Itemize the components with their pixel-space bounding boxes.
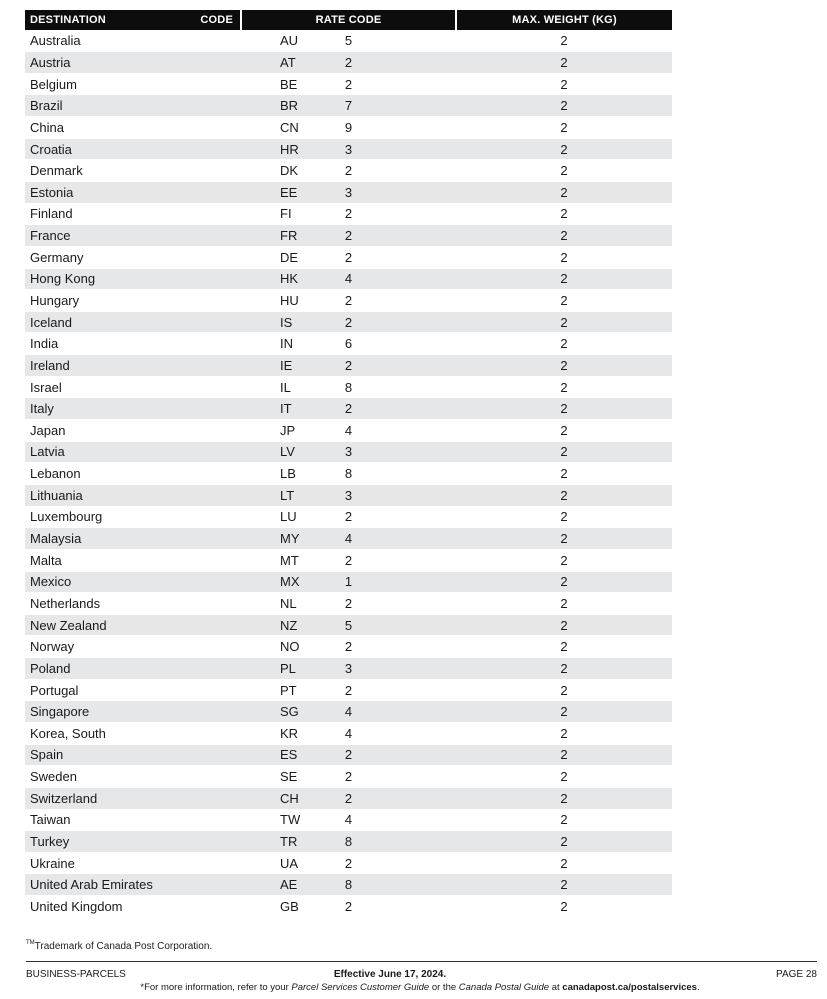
cell-code: ES	[170, 744, 241, 766]
cell-rate-code: 2	[241, 225, 456, 247]
table-row	[25, 160, 672, 182]
cell-destination: Spain	[25, 744, 170, 766]
table-row	[25, 73, 672, 95]
table-row	[25, 766, 672, 788]
cell-max-weight: 2	[456, 571, 672, 593]
header-code: CODE	[170, 10, 241, 30]
cell-max-weight: 2	[456, 484, 672, 506]
cell-code: UA	[170, 852, 241, 874]
cell-destination: Taiwan	[25, 809, 170, 831]
cell-rate-code: 4	[241, 268, 456, 290]
table-row	[25, 441, 672, 463]
cell-destination: Hungary	[25, 290, 170, 312]
table-row	[25, 398, 672, 420]
cell-max-weight: 2	[456, 160, 672, 182]
cell-destination: Poland	[25, 658, 170, 680]
cell-max-weight: 2	[456, 506, 672, 528]
table-row	[25, 420, 672, 442]
cell-rate-code: 8	[241, 874, 456, 896]
cell-destination: Croatia	[25, 138, 170, 160]
cell-max-weight: 2	[456, 225, 672, 247]
footer-effective-date: Effective June 17, 2024.	[333, 969, 447, 980]
cell-destination: Germany	[25, 246, 170, 268]
cell-rate-code: 2	[241, 203, 456, 225]
cell-rate-code: 2	[241, 160, 456, 182]
cell-code: PT	[170, 679, 241, 701]
cell-max-weight: 2	[456, 311, 672, 333]
cell-code: LU	[170, 506, 241, 528]
cell-max-weight: 2	[456, 441, 672, 463]
cell-code: TW	[170, 809, 241, 831]
cell-rate-code: 3	[241, 441, 456, 463]
cell-max-weight: 2	[456, 30, 672, 52]
cell-destination: Turkey	[25, 831, 170, 853]
cell-max-weight: 2	[456, 376, 672, 398]
cell-destination: Latvia	[25, 441, 170, 463]
note-at: at	[549, 982, 563, 993]
table-row	[25, 311, 672, 333]
cell-code: PL	[170, 658, 241, 680]
cell-destination: China	[25, 117, 170, 139]
cell-rate-code: 8	[241, 376, 456, 398]
note-or: or the	[429, 982, 459, 993]
rate-table	[25, 10, 672, 918]
table-row	[25, 376, 672, 398]
cell-code: HR	[170, 138, 241, 160]
table-row	[25, 181, 672, 203]
cell-destination: India	[25, 333, 170, 355]
cell-code: NZ	[170, 614, 241, 636]
table-row	[25, 658, 672, 680]
table-row	[25, 463, 672, 485]
cell-rate-code: 2	[241, 636, 456, 658]
cell-destination: Italy	[25, 398, 170, 420]
cell-destination: Lebanon	[25, 463, 170, 485]
cell-rate-code: 2	[241, 593, 456, 615]
cell-code: MY	[170, 528, 241, 550]
cell-destination: Malaysia	[25, 528, 170, 550]
trademark-note	[26, 941, 212, 952]
cell-rate-code: 2	[241, 744, 456, 766]
cell-code: MX	[170, 571, 241, 593]
cell-max-weight: 2	[456, 593, 672, 615]
cell-code: FR	[170, 225, 241, 247]
cell-rate-code: 3	[241, 138, 456, 160]
page-number: PAGE 28	[776, 969, 817, 980]
cell-destination: Singapore	[25, 701, 170, 723]
cell-max-weight: 2	[456, 723, 672, 745]
cell-destination: Ukraine	[25, 852, 170, 874]
cell-destination: Luxembourg	[25, 506, 170, 528]
cell-code: LB	[170, 463, 241, 485]
cell-destination: Lithuania	[25, 484, 170, 506]
cell-rate-code: 5	[241, 30, 456, 52]
cell-code: BR	[170, 95, 241, 117]
cell-max-weight: 2	[456, 117, 672, 139]
cell-rate-code: 2	[241, 679, 456, 701]
cell-code: JP	[170, 420, 241, 442]
header-max-weight: MAX. WEIGHT (KG)	[456, 10, 672, 30]
cell-code: IN	[170, 333, 241, 355]
cell-code: SE	[170, 766, 241, 788]
cell-destination: Austria	[25, 52, 170, 74]
cell-code: IE	[170, 355, 241, 377]
table-row	[25, 723, 672, 745]
cell-destination: Korea, South	[25, 723, 170, 745]
table-row	[25, 571, 672, 593]
table-row	[25, 528, 672, 550]
cell-rate-code: 9	[241, 117, 456, 139]
trademark-symbol: TM	[26, 940, 35, 946]
cell-code: IL	[170, 376, 241, 398]
cell-code: IT	[170, 398, 241, 420]
cell-destination: Malta	[25, 549, 170, 571]
cell-max-weight: 2	[456, 355, 672, 377]
cell-rate-code: 2	[241, 52, 456, 74]
cell-max-weight: 2	[456, 549, 672, 571]
cell-rate-code: 5	[241, 614, 456, 636]
cell-max-weight: 2	[456, 852, 672, 874]
cell-destination: France	[25, 225, 170, 247]
cell-max-weight: 2	[456, 809, 672, 831]
cell-destination: Japan	[25, 420, 170, 442]
cell-max-weight: 2	[456, 333, 672, 355]
cell-destination: Israel	[25, 376, 170, 398]
cell-rate-code: 1	[241, 571, 456, 593]
table-row	[25, 787, 672, 809]
cell-destination: Netherlands	[25, 593, 170, 615]
table-row	[25, 138, 672, 160]
cell-code: AU	[170, 30, 241, 52]
cell-destination: Ireland	[25, 355, 170, 377]
cell-max-weight: 2	[456, 614, 672, 636]
cell-rate-code: 8	[241, 831, 456, 853]
cell-code: LV	[170, 441, 241, 463]
cell-code: EE	[170, 181, 241, 203]
footer-section-label: BUSINESS-PARCELS	[26, 969, 126, 980]
cell-max-weight: 2	[456, 181, 672, 203]
cell-max-weight: 2	[456, 398, 672, 420]
footer-info-note	[90, 982, 750, 993]
cell-destination: Estonia	[25, 181, 170, 203]
cell-code: CH	[170, 787, 241, 809]
table-body	[25, 30, 672, 917]
cell-code: LT	[170, 484, 241, 506]
cell-code: NL	[170, 593, 241, 615]
cell-rate-code: 2	[241, 549, 456, 571]
note-url-link[interactable]: canadapost.ca/postalservices	[562, 982, 697, 993]
cell-rate-code: 4	[241, 701, 456, 723]
table-row	[25, 203, 672, 225]
cell-code: NO	[170, 636, 241, 658]
cell-max-weight: 2	[456, 744, 672, 766]
cell-code: HK	[170, 268, 241, 290]
cell-rate-code: 3	[241, 658, 456, 680]
cell-code: MT	[170, 549, 241, 571]
cell-destination: Sweden	[25, 766, 170, 788]
cell-destination: Denmark	[25, 160, 170, 182]
cell-max-weight: 2	[456, 679, 672, 701]
cell-max-weight: 2	[456, 246, 672, 268]
cell-destination: Switzerland	[25, 787, 170, 809]
table-row	[25, 52, 672, 74]
cell-destination: United Arab Emirates	[25, 874, 170, 896]
cell-rate-code: 2	[241, 852, 456, 874]
table-row	[25, 506, 672, 528]
cell-rate-code: 6	[241, 333, 456, 355]
cell-destination: New Zealand	[25, 614, 170, 636]
table-row	[25, 614, 672, 636]
cell-rate-code: 3	[241, 181, 456, 203]
cell-rate-code: 2	[241, 766, 456, 788]
table-row	[25, 701, 672, 723]
cell-code: FI	[170, 203, 241, 225]
cell-max-weight: 2	[456, 420, 672, 442]
table-row	[25, 744, 672, 766]
table-row	[25, 549, 672, 571]
cell-rate-code: 8	[241, 463, 456, 485]
note-end: .	[696, 982, 700, 993]
cell-rate-code: 2	[241, 398, 456, 420]
cell-max-weight: 2	[456, 463, 672, 485]
cell-code: BE	[170, 73, 241, 95]
cell-destination: Finland	[25, 203, 170, 225]
cell-max-weight: 2	[456, 138, 672, 160]
cell-max-weight: 2	[456, 268, 672, 290]
cell-code: DK	[170, 160, 241, 182]
cell-max-weight: 2	[456, 658, 672, 680]
cell-code: AT	[170, 52, 241, 74]
cell-destination: Iceland	[25, 311, 170, 333]
cell-max-weight: 2	[456, 874, 672, 896]
cell-destination: Mexico	[25, 571, 170, 593]
cell-code: IS	[170, 311, 241, 333]
cell-code: DE	[170, 246, 241, 268]
cell-code: AE	[170, 874, 241, 896]
cell-max-weight: 2	[456, 636, 672, 658]
table-row	[25, 896, 672, 918]
cell-destination: Belgium	[25, 73, 170, 95]
cell-rate-code: 2	[241, 290, 456, 312]
cell-max-weight: 2	[456, 203, 672, 225]
cell-destination: Norway	[25, 636, 170, 658]
table-header-row	[25, 10, 672, 30]
cell-code: KR	[170, 723, 241, 745]
cell-code: SG	[170, 701, 241, 723]
cell-rate-code: 4	[241, 723, 456, 745]
table-row	[25, 852, 672, 874]
cell-max-weight: 2	[456, 290, 672, 312]
cell-max-weight: 2	[456, 73, 672, 95]
note-prefix: *For more information, refer to your	[140, 982, 292, 993]
table-row	[25, 290, 672, 312]
table-row	[25, 246, 672, 268]
cell-rate-code: 2	[241, 355, 456, 377]
cell-code: CN	[170, 117, 241, 139]
table-row	[25, 333, 672, 355]
cell-code: GB	[170, 896, 241, 918]
cell-rate-code: 3	[241, 484, 456, 506]
header-destination: DESTINATION	[25, 10, 170, 30]
cell-rate-code: 2	[241, 787, 456, 809]
cell-max-weight: 2	[456, 52, 672, 74]
cell-max-weight: 2	[456, 766, 672, 788]
cell-max-weight: 2	[456, 831, 672, 853]
note-guide-postal: Canada Postal Guide	[458, 982, 550, 993]
table-row	[25, 593, 672, 615]
cell-rate-code: 4	[241, 420, 456, 442]
footer-divider	[26, 961, 817, 962]
cell-code: TR	[170, 831, 241, 853]
table-row	[25, 95, 672, 117]
cell-code: HU	[170, 290, 241, 312]
table-row	[25, 484, 672, 506]
cell-max-weight: 2	[456, 95, 672, 117]
cell-rate-code: 2	[241, 311, 456, 333]
cell-max-weight: 2	[456, 528, 672, 550]
table-row	[25, 268, 672, 290]
cell-destination: Portugal	[25, 679, 170, 701]
note-guide-parcel: Parcel Services Customer Guide	[291, 982, 430, 993]
trademark-text: Trademark of Canada Post Corporation.	[34, 941, 213, 952]
table-row	[25, 831, 672, 853]
cell-rate-code: 2	[241, 896, 456, 918]
table-row	[25, 679, 672, 701]
cell-rate-code: 2	[241, 246, 456, 268]
cell-max-weight: 2	[456, 896, 672, 918]
table-row	[25, 355, 672, 377]
cell-rate-code: 7	[241, 95, 456, 117]
cell-rate-code: 4	[241, 809, 456, 831]
cell-rate-code: 2	[241, 73, 456, 95]
cell-destination: Hong Kong	[25, 268, 170, 290]
cell-destination: United Kingdom	[25, 896, 170, 918]
cell-destination: Brazil	[25, 95, 170, 117]
table-row	[25, 809, 672, 831]
cell-max-weight: 2	[456, 701, 672, 723]
table-row	[25, 874, 672, 896]
table-row	[25, 117, 672, 139]
header-rate-code: RATE CODE	[241, 10, 456, 30]
cell-max-weight: 2	[456, 787, 672, 809]
cell-rate-code: 2	[241, 506, 456, 528]
cell-rate-code: 4	[241, 528, 456, 550]
table-row	[25, 225, 672, 247]
table-row	[25, 30, 672, 52]
table-row	[25, 636, 672, 658]
cell-destination: Australia	[25, 30, 170, 52]
